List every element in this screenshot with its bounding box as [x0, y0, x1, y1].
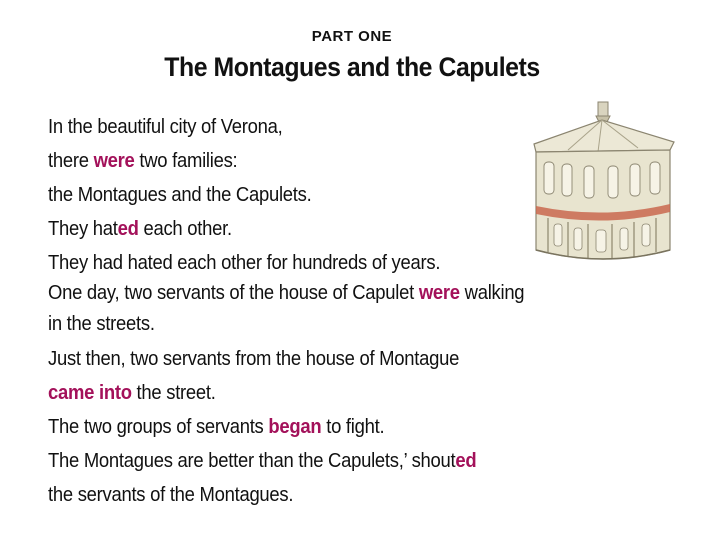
highlighted-suffix: ed: [117, 217, 139, 240]
text-segment: there: [48, 149, 94, 172]
text-segment: They hat: [48, 217, 118, 240]
text-segment: two families:: [134, 149, 238, 172]
text-line: [48, 410, 588, 444]
text-line: [48, 110, 588, 144]
highlighted-word: began: [268, 415, 322, 438]
text-segment: in the streets.: [48, 312, 155, 335]
text-segment: each other.: [138, 217, 232, 240]
text-line: [48, 280, 588, 306]
text-line: [48, 342, 588, 376]
highlighted-suffix: ed: [455, 449, 477, 472]
text-line: [48, 178, 588, 212]
text-segment: The Montagues are better than the Capulets,’ shout: [48, 449, 456, 472]
text-segment: Just then, two servants from the house of Montague: [48, 347, 460, 370]
text-line: [48, 444, 588, 478]
story-text: [48, 110, 648, 512]
text-segment: One day, two servants of the house of Capulet: [48, 281, 419, 304]
text-segment: The two groups of servants: [48, 415, 269, 438]
highlighted-word: were: [418, 281, 460, 304]
text-line: [48, 376, 588, 410]
text-segment: walking: [459, 281, 525, 304]
text-segment: to fight.: [321, 415, 385, 438]
text-line: [48, 478, 588, 512]
text-segment: In the beautiful city of Verona,: [48, 115, 283, 138]
highlighted-phrase: came into: [48, 381, 132, 404]
text-segment: They had hated each other for hundreds of years.: [48, 251, 441, 274]
text-segment: the servants of the Montagues.: [48, 483, 294, 506]
text-line: [48, 246, 588, 280]
highlighted-word: were: [93, 149, 135, 172]
text-line: [48, 306, 588, 342]
page-title: The Montagues and the Capulets: [164, 52, 540, 82]
text-segment: the Montagues and the Capulets.: [48, 183, 312, 206]
part-label: PART ONE: [311, 28, 393, 45]
text-line: [48, 144, 588, 178]
text-segment: the street.: [131, 381, 216, 404]
text-line: [48, 212, 588, 246]
